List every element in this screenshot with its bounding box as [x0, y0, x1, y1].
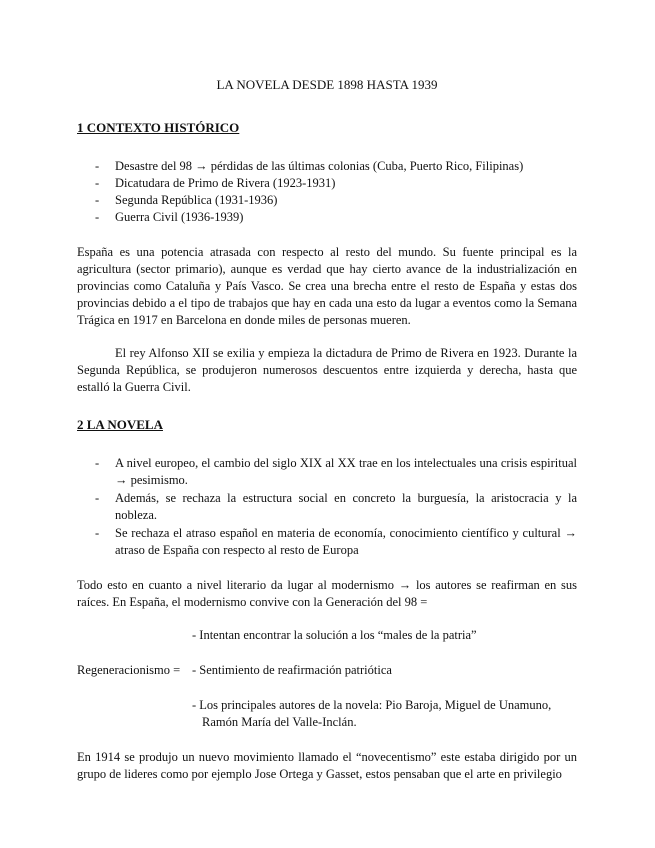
- regen-item: - Los principales autores de la novela: Pio Baroja, Miguel de Unamuno, Ramón María del Valle-Inclán.: [192, 698, 552, 729]
- list-item: - Segunda República (1931-1936): [95, 193, 278, 207]
- dash-bullet: -: [95, 491, 100, 505]
- paragraph: El rey Alfonso XII se exilia y empieza la dictadura de Primo de Rivera en 1923. Durante la Segunda República, se produjeron numerosos descuentos entre izquierda y derecha, hasta que estalló la Guerra Civil.: [77, 346, 577, 394]
- dash-bullet: -: [95, 526, 100, 540]
- list-item: - Además, se rechaza la estructura social en concreto la burguesía, la aristocracia y la nobleza.: [95, 491, 577, 522]
- regen-item: Regeneracionismo = - Sentimiento de reafirmación patriótica: [77, 663, 392, 677]
- regeneracionismo-block: [77, 627, 577, 731]
- paragraph: España es una potencia atrasada con respecto al resto del mundo. Su fuente principal es la agricultura (sector primario), aunque es verdad que hay cierto avance de la industrialización en provincias como Cataluña y País Vasco. Se crea una brecha entre el resto de España y estas dos provincias debido a el tipo de trabajos que hay en cada una esto da lugar a eventos como la Semana Trágica en 1917 en Barcelona en donde miles de personas mueren.: [77, 245, 577, 327]
- paragraph: En 1914 se produjo un nuevo movimiento llamado el “novecentismo” este estaba dirigido por un grupo de lideres como por ejemplo Jose Ortega y Gasset, estos pensaban que el arte en privilegio: [77, 750, 577, 781]
- context-list: [77, 158, 577, 226]
- list-item: - Guerra Civil (1936-1939): [95, 210, 244, 224]
- document-body: [77, 76, 577, 799]
- dash-bullet: -: [95, 456, 100, 470]
- list-item: - A nivel europeo, el cambio del siglo XIX al XX trae en los intelectuales una crisis espiritual → pesimismo.: [95, 456, 577, 487]
- section-heading-novela: 2 LA NOVELA: [77, 417, 163, 432]
- dash-bullet: -: [95, 193, 100, 207]
- list-item: - Desastre del 98 → pérdidas de las últimas colonias (Cuba, Puerto Rico, Filipinas): [95, 159, 524, 173]
- regen-label: Regeneracionismo =: [77, 663, 181, 677]
- novela-list: [77, 455, 577, 559]
- regen-item: - Intentan encontrar la solución a los “males de la patria”: [192, 628, 477, 642]
- section-heading-contexto: 1 CONTEXTO HISTÓRICO: [77, 120, 240, 135]
- document-title: LA NOVELA DESDE 1898 HASTA 1939: [216, 77, 438, 92]
- dash-bullet: -: [95, 210, 100, 224]
- list-item: - Dicatudara de Primo de Rivera (1923-1931): [95, 176, 336, 190]
- dash-bullet: -: [95, 176, 100, 190]
- list-item: - Se rechaza el atraso español en materia de economía, conocimiento científico y cultural → atraso de España con respecto al resto de Europa: [95, 526, 577, 557]
- paragraph: Todo esto en cuanto a nivel literario da lugar al modernismo → los autores se reafirman en sus raíces. En España, el modernismo convive con la Generación del 98 =: [77, 578, 577, 609]
- dash-bullet: -: [95, 159, 100, 173]
